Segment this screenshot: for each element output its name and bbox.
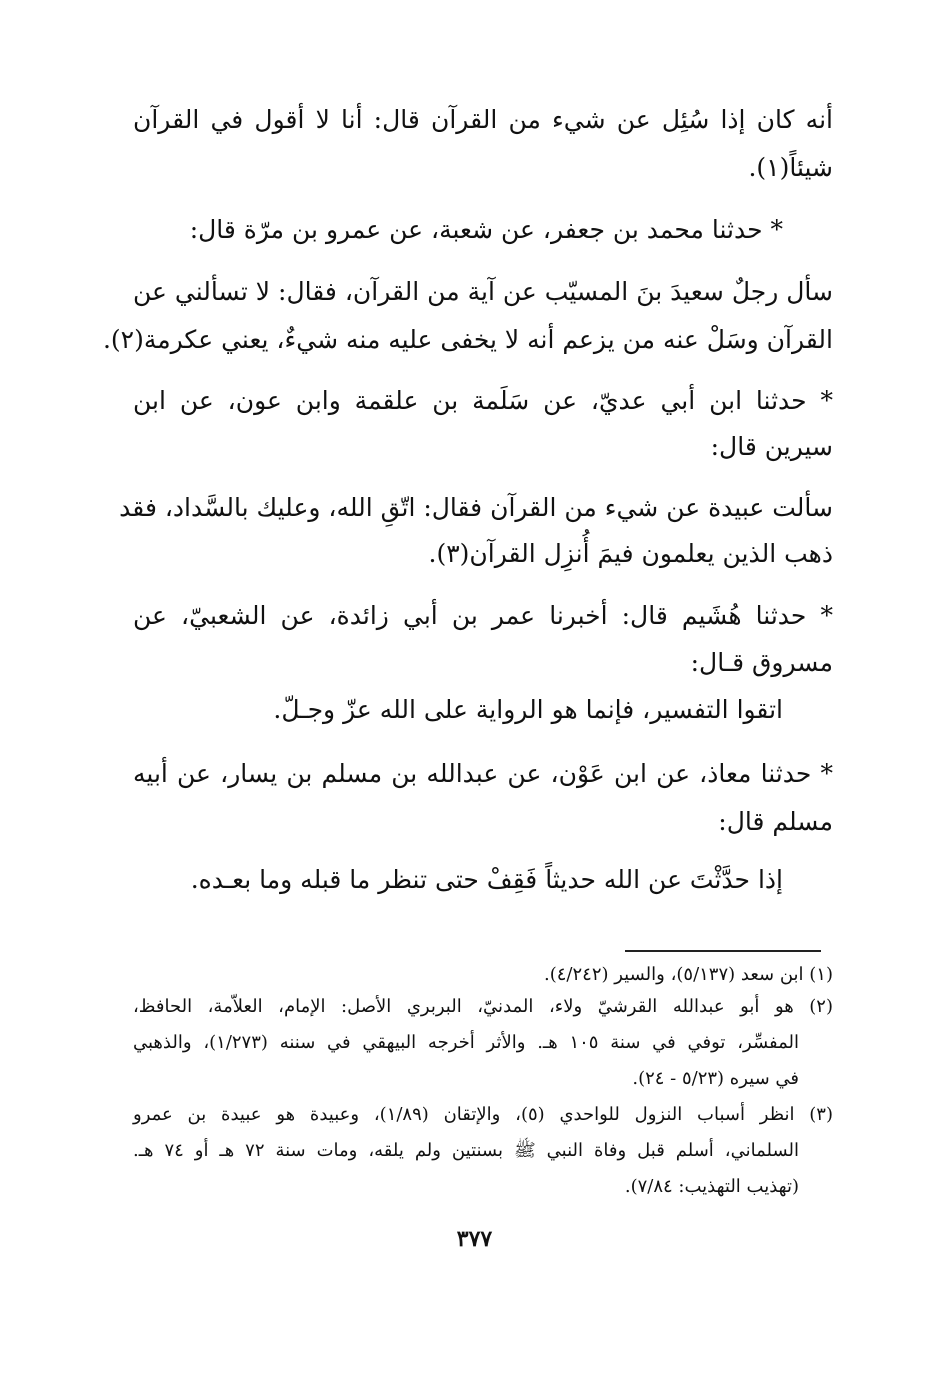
body-line: ذهب الذين يعلمون فيمَ أُنزِل القرآن(٣). [428,539,833,568]
footnote-2: (٢) هو أبو عبدالله القرشيّ ولاء، المدنيّ، البربري الأصل: الإمام، العلاّمة، الحافظ، [133,996,833,1017]
isnad-line: سيرين قال: [710,432,833,461]
footnote-2-cont: في سيره (٥/٢٣ - ٢٤). [632,1068,799,1089]
body-line: إذا حدَّثْتَ عن الله حديثاً فَقِفْ حتى تنظر ما قبله وما بعـده. [190,865,783,894]
isnad-line: * حدثنا هُشَيم قال: أخبرنا عمر بن أبي زائدة، عن الشعبيّ، عن [133,601,833,630]
footnote-3: (٣) انظر أسباب النزول للواحدي (٥)، والإتقان (١/٨٩)، وعبيدة هو عبيدة بن عمرو [133,1104,833,1125]
isnad-line: مسلم قال: [718,807,833,836]
isnad-line: مسروق قـال: [690,648,833,677]
footnote-separator [625,950,821,952]
body-line: سأل رجلٌ سعيدَ بنَ المسيّب عن آية من القرآن، فقال: لا تسألني عن [133,277,833,306]
footnote-2-cont: المفسِّر، توفي في سنة ١٠٥ هـ. والأثر أخرجه البيهقي في سننه (١/٢٧٣)، والذهبي [133,1032,800,1053]
footnote-3-cont: السلماني، أسلم قبل وفاة النبي ﷺ بسنتين ولم يلقه، ومات سنة ٧٢ هـ أو ٧٤ هـ. [133,1140,799,1161]
body-line: اتقوا التفسير، فإنما هو الرواية على الله عزّ وجـلّ. [273,695,783,724]
body-line: القرآن وسَلْ عنه من يزعم أنه لا يخفى عليه منه شيءٌ، يعني عكرمة(٢). [102,325,833,354]
body-line: أنه كان إذا سُئِل عن شيء من القرآن قال: أنا لا أقول في القرآن [133,105,833,134]
body-line: شيئاً(١). [748,153,833,182]
isnad-line: * حدثنا محمد بن جعفر، عن شعبة، عن عمرو بن مرّة قال: [189,215,783,244]
footnote-3-cont: (تهذيب التهذيب: ٧/٨٤). [624,1176,799,1197]
body-line: سألت عبيدة عن شيء من القرآن فقال: اتّقِ الله، وعليك بالسَّداد، فقد [119,493,833,522]
footnote-1: (١) ابن سعد (٥/١٣٧)، والسير (٤/٢٤٢). [544,964,833,985]
isnad-line: * حدثنا معاذ، عن ابن عَوْن، عن عبدالله بن مسلم بن يسار، عن أبيه [133,759,833,788]
page-number: ٣٧٧ [456,1226,493,1252]
isnad-line: * حدثنا ابن أبي عديّ، عن سَلَمة بن علقمة وابن عون، عن ابن [133,386,833,415]
